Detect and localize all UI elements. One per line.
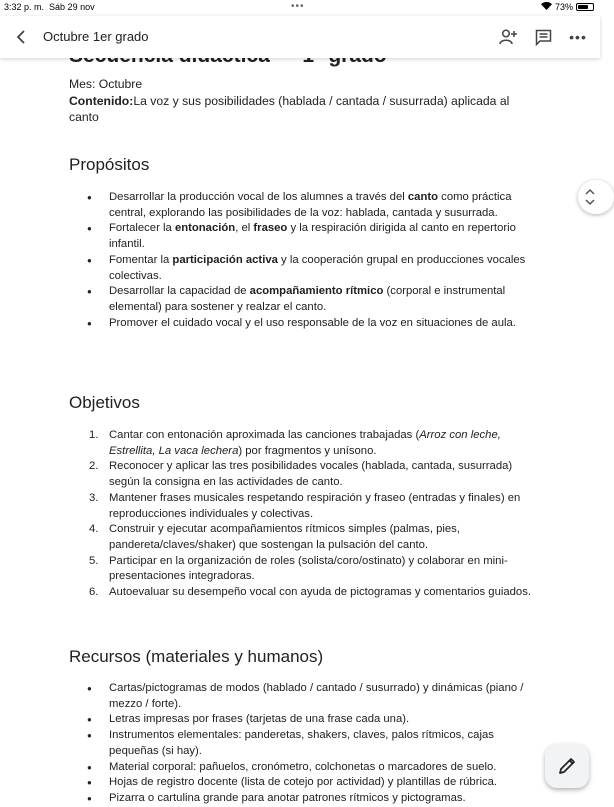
scroll-toggle-button[interactable] (578, 180, 614, 214)
section-title-recursos: Recursos (materiales y humanos) (69, 647, 324, 666)
battery-fill (578, 5, 588, 9)
item-text: Participar en la organización de roles (solista/coro/ostinato) y colaborar en mini-presentaciones integradoras. (109, 554, 508, 583)
item-text: Fomentar la (109, 253, 173, 266)
comment-icon[interactable] (533, 27, 553, 47)
item-text: Promover el cuidado vocal y el uso responsable de la voz en situaciones de aula. (109, 316, 516, 329)
app-bar (0, 16, 600, 58)
item-text: Cantar con entonación aproximada las canciones trabajadas ( (109, 429, 420, 441)
bold-text: acompañamiento rítmico (249, 285, 384, 298)
recurso-item: ● Cartas/pictogramas de modos (hablado / cantado / susurrado) y dinámicas (piano / mezzo / forte). (69, 681, 534, 712)
month-line: Mes: Octubre (69, 77, 143, 91)
objetivo-item (69, 459, 534, 490)
proposito-item (69, 284, 534, 315)
item-text: Desarrollar la producción vocal de los alumnes a través del (109, 191, 408, 203)
bold-text: entonación (174, 222, 236, 235)
item-number: 1. (89, 429, 99, 441)
content-line (69, 93, 539, 125)
more-options-icon[interactable]: ••• (569, 29, 587, 45)
status-right (541, 2, 594, 12)
proposito-item (69, 316, 534, 332)
objetivo-item (69, 428, 534, 459)
multitask-dots-icon[interactable]: ••• (291, 1, 305, 12)
proposito-item (69, 221, 534, 252)
document-title: Octubre 1er grado (43, 29, 149, 44)
section-title-objetivos: Objetivos (69, 393, 140, 412)
proposito-item (69, 190, 534, 221)
edit-pencil-button[interactable] (545, 744, 589, 788)
item-text: Construir y ejecutar acompañamientos rítmicos simples (palmas, pies, pandereta/claves/shaker) que sostengan la pulsación del canto. (109, 523, 460, 551)
content-label: Contenido: (69, 94, 134, 108)
content-text: La voz y sus posibilidades (hablada / cantada / susurrada) aplicada al canto (69, 94, 510, 124)
item-text: y la cooperación grupal en producciones vocales colectivas. (109, 253, 526, 282)
item-text: y la respiración dirigida al canto en repertorio infantil. (109, 222, 516, 251)
objetivo-item (69, 522, 534, 553)
item-number: 6. (89, 586, 99, 599)
proposito-item (69, 253, 534, 284)
bold-text: participación activa (172, 253, 278, 266)
item-number: 5. (89, 554, 99, 567)
item-text: como práctica central, explorando las posibilidades de la voz: hablada, cantada y susurrada. (109, 191, 512, 219)
recursos-list (69, 681, 534, 807)
section-title-propositos: Propósitos (69, 155, 150, 174)
wifi-icon (541, 2, 552, 12)
recurso-item: ● Hojas de registro docente (lista de cotejo por actividad) y plantillas de rúbrica. (69, 775, 534, 791)
item-number: 4. (89, 523, 99, 536)
pencil-icon (557, 756, 577, 776)
objetivo-item (69, 585, 534, 601)
item-text: Reconocer y aplicar las tres posibilidades vocales (hablada, cantada, susurrada) según la consigna en las actividades de canto. (109, 460, 513, 489)
recurso-item: ● Pizarra o cartulina grande para anotar patrones rítmicos y pictogramas. (69, 791, 534, 807)
recurso-item: ● Instrumentos elementales: panderetas, shakers, claves, palos rítmicos, cajas pequeñas (si hay). (69, 728, 534, 759)
bold-text: canto (407, 191, 439, 203)
battery-icon (576, 3, 594, 11)
item-text: Autoevaluar su desempeño vocal con ayuda de pictogramas y comentarios guiados. (109, 586, 532, 599)
battery-percent: 73% (554, 2, 573, 12)
status-time-date (4, 2, 95, 12)
objetivo-item (69, 554, 534, 585)
item-number: 3. (89, 491, 99, 504)
item-text: Fortalecer la (109, 222, 175, 235)
back-arrow-icon[interactable] (10, 26, 32, 48)
status-time: 3:32 p. m. (4, 2, 45, 12)
item-text: Desarrollar la capacidad de (109, 285, 250, 298)
item-text: (corporal e instrumental elemental) para sostener y realzar el canto. (109, 285, 506, 313)
objetivo-item (69, 491, 534, 522)
recurso-item: ● Material corporal: pañuelos, cronómetro, colchonetas o marcadores de suelo. (69, 760, 534, 776)
item-text: , el (235, 222, 254, 235)
add-person-icon[interactable] (498, 27, 518, 47)
recurso-item: ● Letras impresas por frases (tarjetas de una frase cada una). (69, 712, 534, 728)
item-number: 2. (89, 460, 99, 473)
status-bar (0, 0, 600, 16)
bold-text: fraseo (253, 222, 288, 235)
objetivos-list (69, 428, 534, 601)
propositos-list (69, 190, 534, 331)
document-body[interactable] (0, 58, 600, 804)
italic-text: Arroz con leche, Estrellita, La vaca lechera (109, 429, 501, 457)
item-text: ) por fragmentos y unísono. (238, 444, 377, 457)
status-date: Sáb 29 nov (49, 2, 95, 12)
item-text: Mantener frases musicales respetando respiración y fraseo (entradas y finales) en reproducciones individuales y colectivas. (109, 491, 521, 520)
